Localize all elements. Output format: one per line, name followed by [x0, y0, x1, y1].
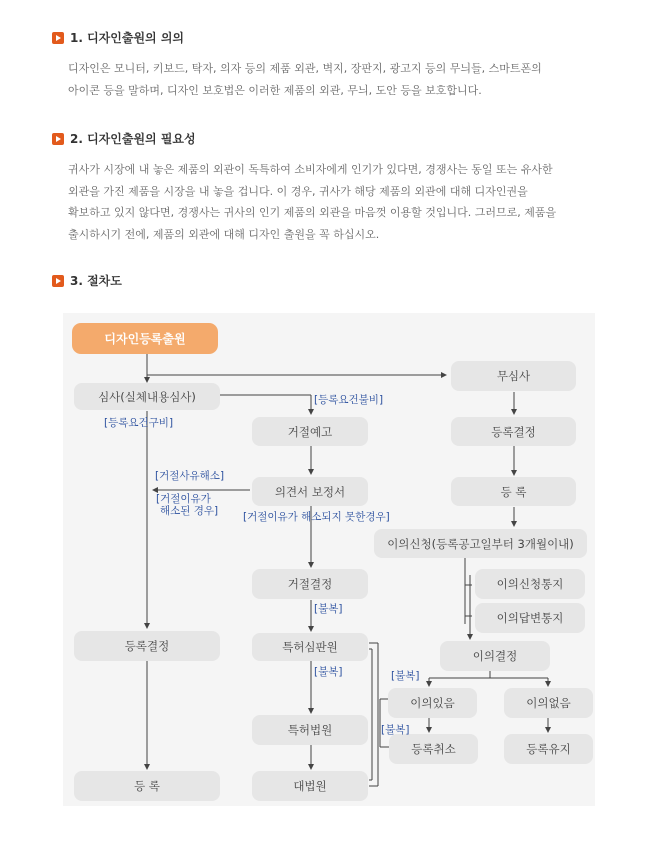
node-substantive-exam: 심사(실체내용심사) — [74, 383, 220, 410]
bullet-arrow-icon — [52, 32, 64, 44]
section-2-paragraph — [68, 159, 588, 245]
node-objection-no: 이의없음 — [504, 688, 593, 718]
node-objection-decision: 이의결정 — [440, 641, 550, 671]
paragraph-line: 확보하고 있지 않다면, 경쟁사는 귀사의 인기 제품의 외관을 마음껏 이용할 것입니다. 그러므로, 제품을 — [68, 206, 557, 219]
node-no-exam: 무심사 — [451, 361, 576, 391]
section-2-heading — [52, 130, 196, 147]
bullet-arrow-icon — [52, 133, 64, 145]
paragraph-line: 아이콘 등을 말하며, 디자인 보호법은 이러한 제품의 외관, 무늬, 도안 등을 보호합니다. — [68, 83, 482, 97]
node-registration-decision-right: 등록결정 — [451, 417, 576, 446]
paragraph-line: 귀사가 시장에 내 놓은 제품의 외관이 독특하여 소비자에게 인기가 있다면, 경쟁사는 동일 또는 유사한 — [68, 163, 553, 176]
node-opinion-amendment: 의견서 보정서 — [252, 477, 368, 506]
label-reason-resolved: [거절사유해소] — [155, 470, 225, 482]
section-title: 3. 절차도 — [70, 274, 122, 288]
section-3-heading — [52, 272, 122, 289]
label-requirements-met: [등록요건구비] — [104, 417, 174, 429]
node-reject-notice: 거절예고 — [252, 417, 368, 446]
procedure-flowchart — [63, 313, 595, 806]
node-registration-right: 등 록 — [451, 477, 576, 506]
bullet-arrow-icon — [52, 275, 64, 287]
paragraph-line: 외관을 가진 제품을 시장을 내 놓을 겁니다. 이 경우, 귀사가 해당 제품의 외관에 대해 디자인권을 — [68, 184, 528, 198]
node-objection-reply-notice: 이의답변통지 — [475, 603, 585, 633]
node-objection-yes: 이의있음 — [388, 688, 477, 718]
node-registration-decision-left: 등록결정 — [74, 631, 220, 661]
section-1-paragraph — [68, 58, 588, 101]
label-appeal-3: [불복] — [391, 670, 420, 682]
node-ipt-trial-board: 특허심판원 — [252, 633, 368, 661]
paragraph-line: 출시하시기 전에, 제품의 외관에 대해 디자인 출원을 꼭 하십시오. — [68, 227, 380, 241]
label-reason-resolved-alt-1: [거절이유가 — [156, 493, 211, 505]
node-objection-notice: 이의신청통지 — [475, 569, 585, 599]
node-patent-court: 특허법원 — [252, 715, 368, 745]
label-reason-resolved-alt-2: 해소된 경우] — [160, 505, 219, 517]
node-rejection-decision: 거절결정 — [252, 569, 368, 599]
node-registration-maintain: 등록유지 — [504, 734, 593, 764]
section-title: 1. 디자인출원의 의의 — [70, 31, 185, 45]
node-objection-filing: 이의신청(등록공고일부터 3개월이내) — [374, 529, 587, 558]
label-appeal-1: [불복] — [314, 603, 343, 615]
paragraph-line: 디자인은 모니터, 키보드, 탁자, 의자 등의 제품 외관, 벽지, 장판지, 광고지 등의 무늬들, 스마트폰의 — [68, 62, 542, 75]
section-1-heading — [52, 29, 184, 46]
section-title: 2. 디자인출원의 필요성 — [70, 132, 196, 146]
node-application: 디자인등록출원 — [72, 323, 218, 354]
label-requirements-missing: [등록요건불비] — [314, 394, 384, 406]
node-supreme-court: 대법원 — [252, 771, 368, 801]
label-not-resolved: [거절이유가 해소되지 못한경우] — [243, 511, 390, 523]
node-registration-cancel: 등록취소 — [389, 734, 478, 764]
node-registration-left: 등 록 — [74, 771, 220, 801]
label-appeal-2: [불복] — [314, 666, 343, 678]
label-appeal-4: [불복] — [381, 724, 410, 736]
